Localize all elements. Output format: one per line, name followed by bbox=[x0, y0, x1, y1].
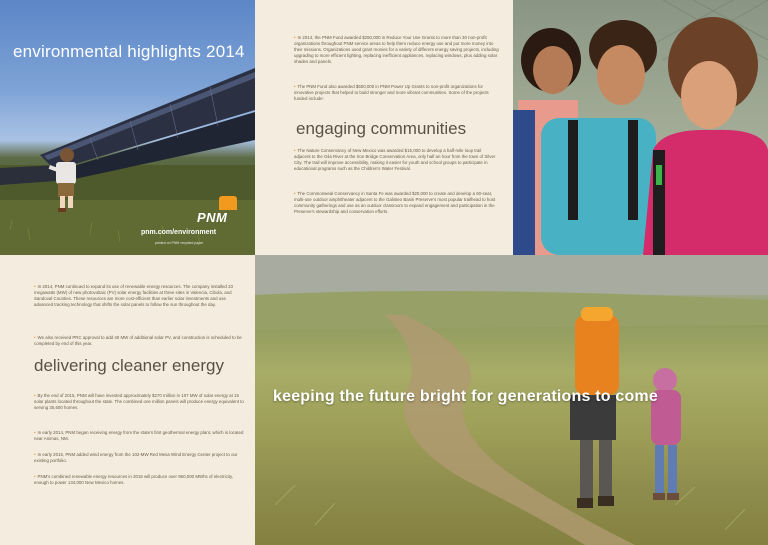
children-photo bbox=[513, 0, 768, 255]
community-paragraph-2: • The PNM Fund also awarded $500,000 in PNM Power Up Grants to non-profit organizations for innovative projects that helped to build stronger and more vibrant communities. Some of the projects funded include: bbox=[294, 84, 499, 102]
community-paragraph-4: • The Commonweal Conservancy in Santa Fe was awarded $20,000 to create and develop a 60-seat, multi-use outdoor amphitheater adjacent to the Galisteo Basin Preserve's most popular trailhead to host community gatherings and use as an outdoor classroom to expand engagement and participation in the Preserve's stewardship and conservation efforts. bbox=[294, 191, 499, 215]
hero-photo-panel bbox=[255, 255, 768, 545]
energy-paragraph-2: • We also received PRC approval to add 40 MW of additional solar PV, and construction is scheduled to be completed by end of this year. bbox=[34, 335, 244, 347]
cover-panel bbox=[0, 0, 255, 255]
energy-paragraph-6: • PNM's combined renewable energy resources in 2015 will produce over 960,000 MWhs of electricity, enough to power 134,000 New Mexico homes. bbox=[34, 474, 244, 486]
pnm-logo-text: PNM bbox=[197, 210, 228, 225]
hero-tagline: keeping the future bright for generations to come bbox=[273, 388, 658, 405]
energy-panel bbox=[0, 255, 255, 545]
website-link[interactable]: pnm.com/environment bbox=[141, 229, 217, 236]
energy-paragraph-5: • In early 2015, PNM added wind energy from the 102-MW Red Mesa Wind Energy Center project to our existing portfolio. bbox=[34, 452, 244, 464]
energy-paragraph-1: • In 2014, PNM continued to expand its use of renewable energy resources. The company installed 23 megawatts (MW) of new photovoltaic (PV) solar energy facilities at three sites in Valencia, Cibola, and Sandoval Counties. These resources are more cost-efficient than earlier solar investments and use advanced tracking technology that shifts the solar panels to follow the sun throughout the day. bbox=[34, 284, 244, 308]
cover-title: environmental highlights 2014 bbox=[13, 42, 245, 61]
energy-paragraph-3: • By the end of 2015, PNM will have invested approximately $270 million in 107 MW of solar energy at 15 solar plants located throughout the state. The combined one million panels will produce energy equivalent to serving 35,600 homes. bbox=[34, 393, 244, 411]
community-heading: engaging communities bbox=[296, 119, 467, 138]
community-panel bbox=[255, 0, 513, 255]
energy-heading: delivering cleaner energy bbox=[34, 356, 224, 375]
energy-paragraph-4: • In early 2014, PNM began receiving energy from the state's first geothermal energy plant, which is located near Animas, NM. bbox=[34, 430, 244, 442]
kids-photo-panel bbox=[513, 0, 768, 255]
fine-print: printed on PNM recycled paper bbox=[155, 241, 204, 245]
community-paragraph-1: • In 2014, the PNM Fund awarded $250,000 in Reduce Your Use Grants to more than 30 non-profit organizations throughout PNM service areas to help them reduce energy use and put more money into their missions. Organizations used grant monies for a variety of different energy saving projects, including upgrading to more efficient lighting, replacing inefficient appliances, replacing windows, plus adding solar shades and panels. bbox=[294, 35, 499, 65]
community-paragraph-3: • The Nature Conservancy of New Mexico was awarded $15,000 to develop a half-mile loop trail adjacent to the Gila River at the Iron Bridge Conservation Area, only half an hour from the town of Silver City. The trail will improve accessibility, making it easier for youth and school groups to participate in educational programs such as the Children's Water Festival. bbox=[294, 148, 499, 172]
sun-icon bbox=[219, 196, 237, 210]
